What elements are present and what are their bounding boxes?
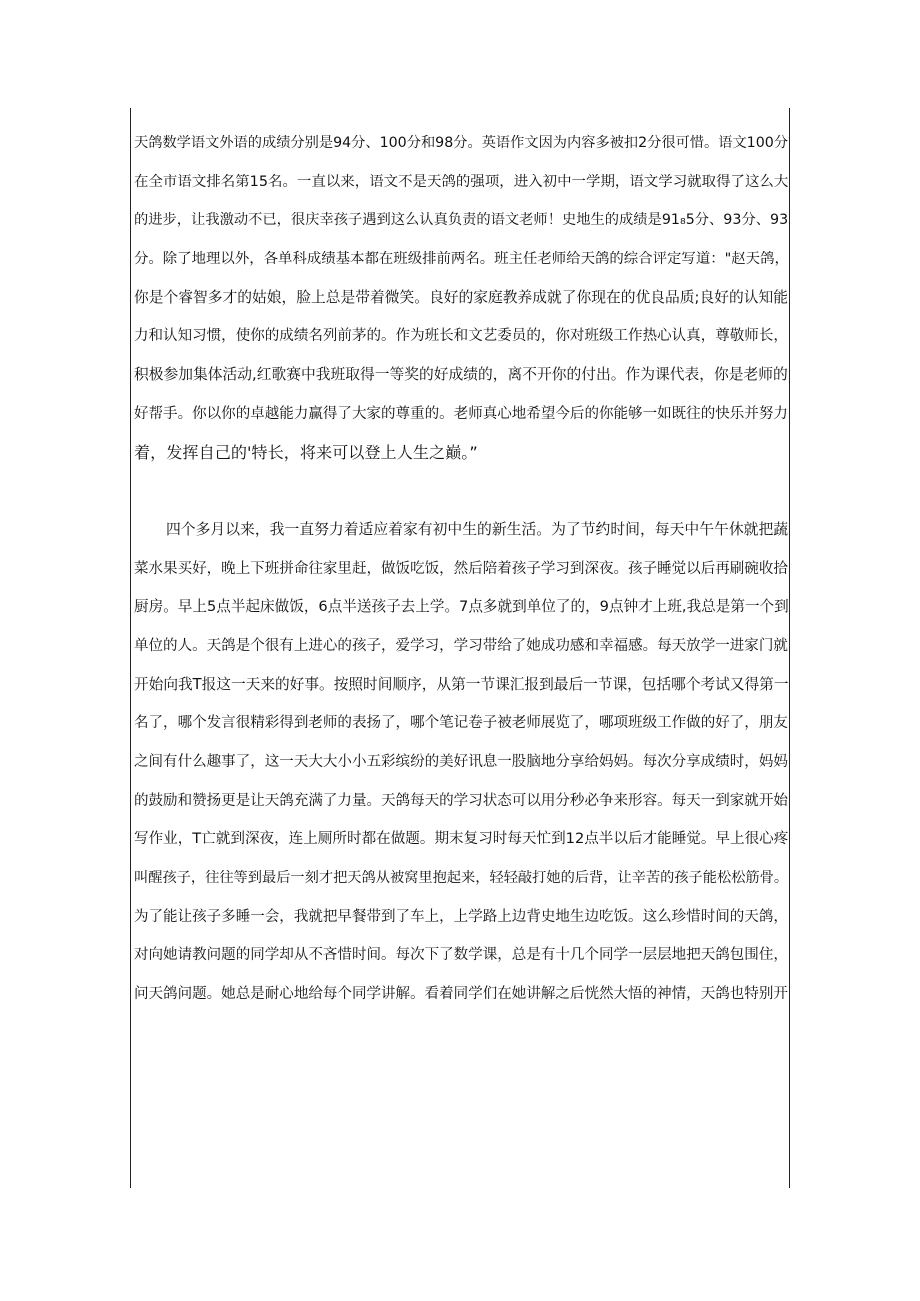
text-line: 天鸽数学语文外语的成绩分别是94分、100分和98分。英语作文因为内容多被扣2分很可惜。语文100分 <box>134 135 789 151</box>
text-line: 名了，哪个发言很精彩得到老师的表扬了，哪个笔记卷子被老师展览了，哪项班级工作做的好了，朋友 <box>134 715 788 732</box>
text-line: 积极参加集体活动,红歌赛中我班取得一等奖的好成绩的，离不开你的付出。作为课代表，你是老师的 <box>134 366 788 384</box>
text-line: 开始向我T报这一天来的好事。按照时间顺序，从第一节课汇报到最后一节课，包括哪个考试又得第一 <box>134 675 789 693</box>
text-line: 的鼓励和赞扬更是让天鸽充满了力量。天鸽每天的学习状态可以用分秒必争来形容。每天一到家就开始 <box>134 792 788 809</box>
text-line: 单位的人。天鸽是个很有上进心的孩子，爱学习，学习带给了她成功感和幸福感。每天放学一进家门就 <box>134 637 788 654</box>
text-line: 对向她请教问题的同学却从不吝惜时间。每次下了数学课，总是有十几个同学一层层地把天鸽包围住， <box>134 947 788 964</box>
left-margin-rule <box>130 108 131 1188</box>
paragraph-gap <box>134 472 794 511</box>
text-line: 菜水果买好，晚上下班拼命往家里赶，做饭吃饭，然后陪着孩子学习到深夜。孩子睡觉以后再刷碗收拾 <box>134 560 788 577</box>
text-line: 分。除了地理以外，各单科成绩基本都在班级排前两名。班主任老师给天鸽的综合评定写道："赵天鸽， <box>134 251 789 268</box>
text-line: 之间有什么趣事了，这一天大大小小五彩缤纷的美好讯息一股脑地分享给妈妈。每次分享成绩时，妈妈 <box>134 754 788 770</box>
document-body <box>134 124 794 1014</box>
text-line: 为了能让孩子多睡一会，我就把早餐带到了车上，上学路上边背史地生边吃饭。这么珍惜时间的天鸽， <box>134 908 788 925</box>
text-line: 好帮手。你以你的卓越能力赢得了大家的尊重的。老师真心地希望今后的你能够一如既往的快乐并努力 <box>134 405 788 422</box>
text-line: 叫醒孩子，往往等到最后一刻才把天鸽从被窝里抱起来，轻轻敲打她的后背，让辛苦的孩子能松松筋骨。 <box>134 870 789 887</box>
text-line: 问天鸽问题。她总是耐心地给每个同学讲解。看着同学们在她讲解之后恍然大悟的神情，天鸽也特别开 <box>134 986 788 1003</box>
text-line: 写作业，T亡就到深夜，连上厕所时都在做题。期末复习时每天忙到12点半以后才能睡觉。早上很心疼 <box>134 830 789 848</box>
text-line: 力和认知习惯，使你的成绩名列前茅的。作为班长和文艺委员的，你对班级工作热心认真，尊敬师长， <box>134 328 788 345</box>
text-line: 厨房。早上5点半起床做饭，6点半送孩子去上学。7点多就到单位了的，9点钟才上班,我总是第一个到 <box>134 598 789 616</box>
text-line: 四个多月以来，我一直努力着适应着家有初中生的新生活。为了节约时间，每天中午午休就把蔬 <box>166 520 789 538</box>
text-line: 你是个睿智多才的姑娘，脸上总是带着微笑。良好的家庭教养成就了你现在的优良品质;良好的认知能 <box>134 288 788 306</box>
text-line: 着，发挥自己的'特长，将来可以登上人生之巅。” <box>134 442 478 462</box>
text-line: 在全市语文排名第15名。一直以来，语文不是天鸽的强项，进入初中一学期，语文学习就取得了这么大 <box>134 173 789 190</box>
text-line: 的进步，让我激动不已，很庆幸孩子遇到这么认真负责的语文老师！史地生的成绩是91₈5分、93分、93 <box>134 212 789 229</box>
